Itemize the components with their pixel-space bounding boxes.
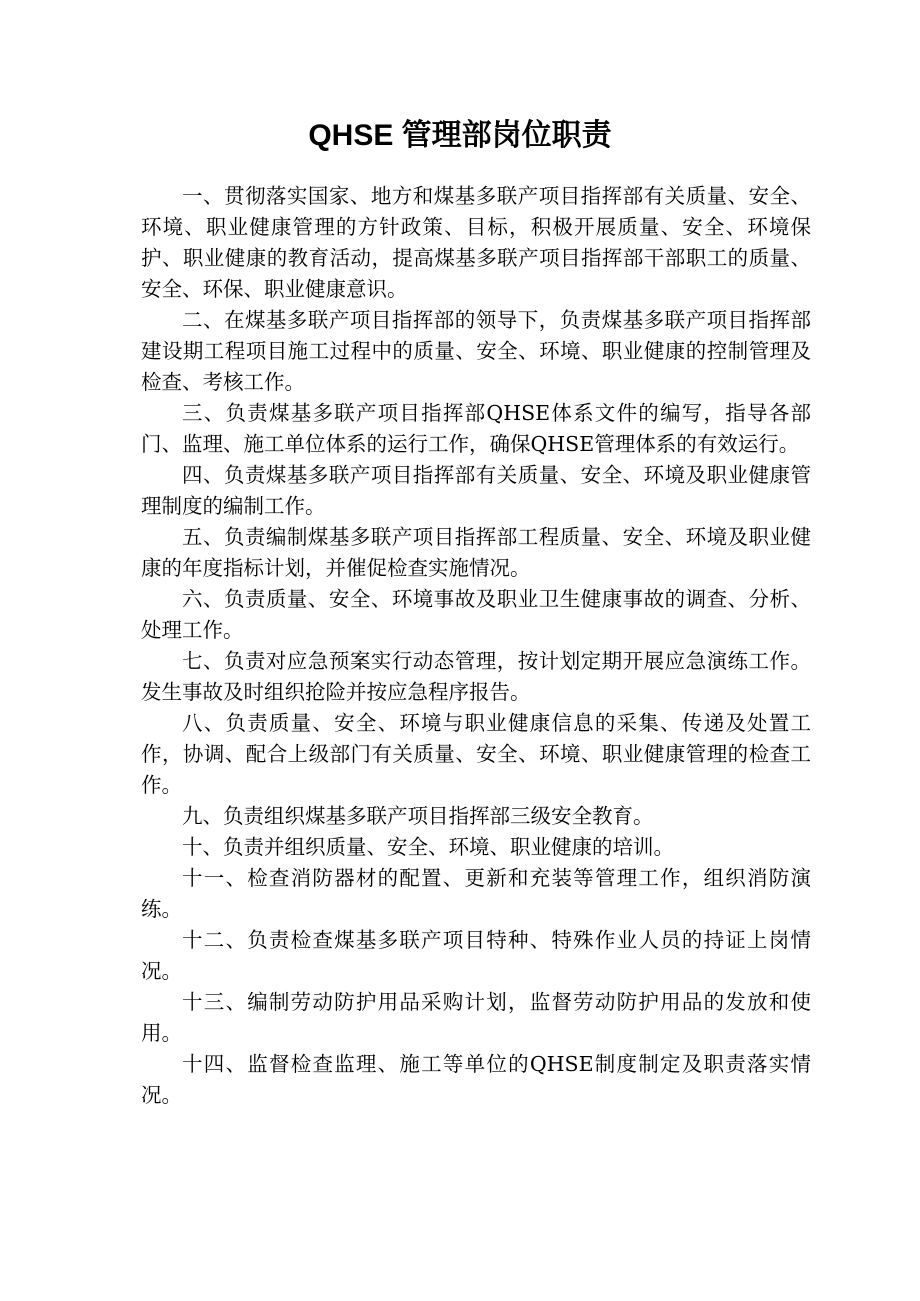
duty-paragraph-1: 一、贯彻落实国家、地方和煤基多联产项目指挥部有关质量、安全、环境、职业健康管理的方针政策、目标，积极开展质量、安全、环境保护、职业健康的教育活动，提高煤基多联产项目指挥部干部职工的质量、安全、环保、职业健康意识。 [141,184,811,301]
duty-paragraph-14: 十四、监督检查监理、施工等单位的QHSE制度制定及职责落实情况。 [141,1052,811,1107]
duty-paragraph-4: 四、负责煤基多联产项目指挥部有关质量、安全、环境及职业健康管理制度的编制工作。 [141,463,811,518]
duty-paragraph-8: 八、负责质量、安全、环境与职业健康信息的采集、传递及处置工作，协调、配合上级部门有关质量、安全、环境、职业健康管理的检查工作。 [141,711,811,797]
duty-paragraph-2: 二、在煤基多联产项目指挥部的领导下，负责煤基多联产项目指挥部建设期工程项目施工过程中的质量、安全、环境、职业健康的控制管理及检查、考核工作。 [141,308,811,394]
duty-paragraph-12: 十二、负责检查煤基多联产项目特种、特殊作业人员的持证上岗情况。 [141,928,811,983]
duty-paragraph-5: 五、负责编制煤基多联产项目指挥部工程质量、安全、环境及职业健康的年度指标计划，并催促检查实施情况。 [141,525,811,580]
duty-paragraph-9: 九、负责组织煤基多联产项目指挥部三级安全教育。 [182,804,654,828]
document-body [141,181,811,1111]
duty-paragraph-3: 三、负责煤基多联产项目指挥部QHSE体系文件的编写，指导各部门、监理、施工单位体系的运行工作，确保QHSE管理体系的有效运行。 [141,401,811,456]
duty-paragraph-10: 十、负责并组织质量、安全、环境、职业健康的培训。 [182,835,674,859]
duty-paragraph-11: 十一、检查消防器材的配置、更新和充装等管理工作，组织消防演练。 [141,866,811,921]
duty-paragraph-7: 七、负责对应急预案实行动态管理，按计划定期开展应急演练工作。发生事故及时组织抢险并按应急程序报告。 [141,649,811,704]
duty-paragraph-6: 六、负责质量、安全、环境事故及职业卫生健康事故的调查、分析、处理工作。 [141,587,811,642]
document-title: QHSE 管理部岗位职责 [308,119,612,153]
duty-paragraph-13: 十三、编制劳动防护用品采购计划，监督劳动防护用品的发放和使用。 [141,990,811,1045]
